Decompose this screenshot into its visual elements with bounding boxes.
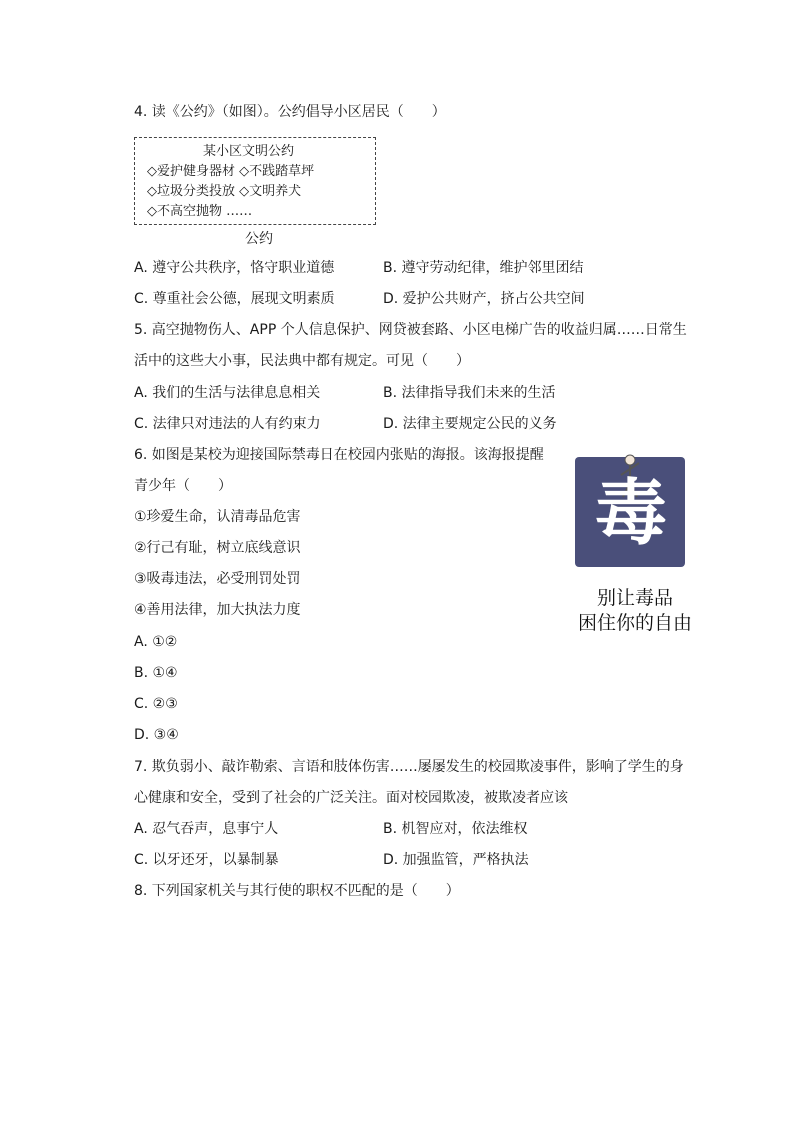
q7-stem-cont: 心健康和安全，受到了社会的广泛关注。面对校园欺凌，被欺凌者应该	[134, 790, 568, 806]
poster-character: 毒	[594, 470, 667, 555]
q5-stem: 5. 高空抛物伤人、APP 个人信息保护、网贷被套路、小区电梯广告的收益归属……日常生	[134, 322, 687, 338]
option: D. 加强监管，严格执法	[383, 852, 529, 868]
statement: ①珍爱生命，认清毒品危害	[134, 509, 301, 525]
option: D. 爱护公共财产，挤占公共空间	[383, 291, 585, 307]
option: D. 法律主要规定公民的义务	[383, 416, 557, 432]
option: A. 我们的生活与法律息息相关	[134, 385, 321, 401]
q7-stem: 7. 欺负弱小、敲诈勒索、言语和肢体伤害……屡屡发生的校园欺凌事件，影响了学生的身	[134, 759, 684, 775]
option: B. 机智应对，依法维权	[383, 821, 528, 837]
option: C. 法律只对违法的人有约束力	[134, 416, 321, 432]
q4-stem: 4. 读《公约》（如图）。公约倡导小区居民（ ）	[134, 104, 446, 120]
box-row: ◇垃圾分类投放 ◇文明养犬	[147, 184, 302, 199]
convention-box	[134, 137, 376, 225]
option: A. ①②	[134, 634, 178, 650]
q6-stem-cont: 青少年（ ）	[134, 478, 232, 494]
statement: ④善用法律，加大执法力度	[134, 602, 301, 618]
option: B. ①④	[134, 665, 178, 681]
statement: ②行己有耻，树立底线意识	[134, 540, 301, 556]
option: A. 忍气吞声，息事宁人	[134, 821, 279, 837]
box-row: ◇爱护健身器材 ◇不践踏草坪	[147, 164, 315, 179]
poster-slogan-line2: 困住你的自由	[577, 612, 692, 634]
q8-stem: 8. 下列国家机关与其行使的职权不匹配的是（ ）	[134, 883, 460, 899]
option: B. 遵守劳动纪律，维护邻里团结	[383, 260, 584, 276]
statement: ③吸毒违法，必受刑罚处罚	[134, 571, 301, 587]
box-title: 某小区文明公约	[203, 144, 295, 159]
q5-stem-cont: 活中的这些大小事，民法典中都有规定。可见（ ）	[134, 353, 470, 369]
anti-drug-poster	[575, 457, 695, 637]
q6-stem: 6. 如图是某校为迎接国际禁毒日在校园内张贴的海报。该海报提醒	[134, 447, 544, 463]
poster-slogan-line1: 别让毒品	[596, 587, 673, 609]
box-row: ◇不高空抛物 ……	[147, 204, 253, 219]
option: A. 遵守公共秩序，恪守职业道德	[134, 260, 335, 276]
option: D. ③④	[134, 727, 179, 743]
figure-caption: 公约	[245, 231, 273, 247]
option: C. 以牙还牙，以暴制暴	[134, 852, 279, 868]
option: C. 尊重社会公德，展现文明素质	[134, 291, 335, 307]
option: C. ②③	[134, 696, 178, 712]
option: B. 法律指导我们未来的生活	[383, 385, 556, 401]
